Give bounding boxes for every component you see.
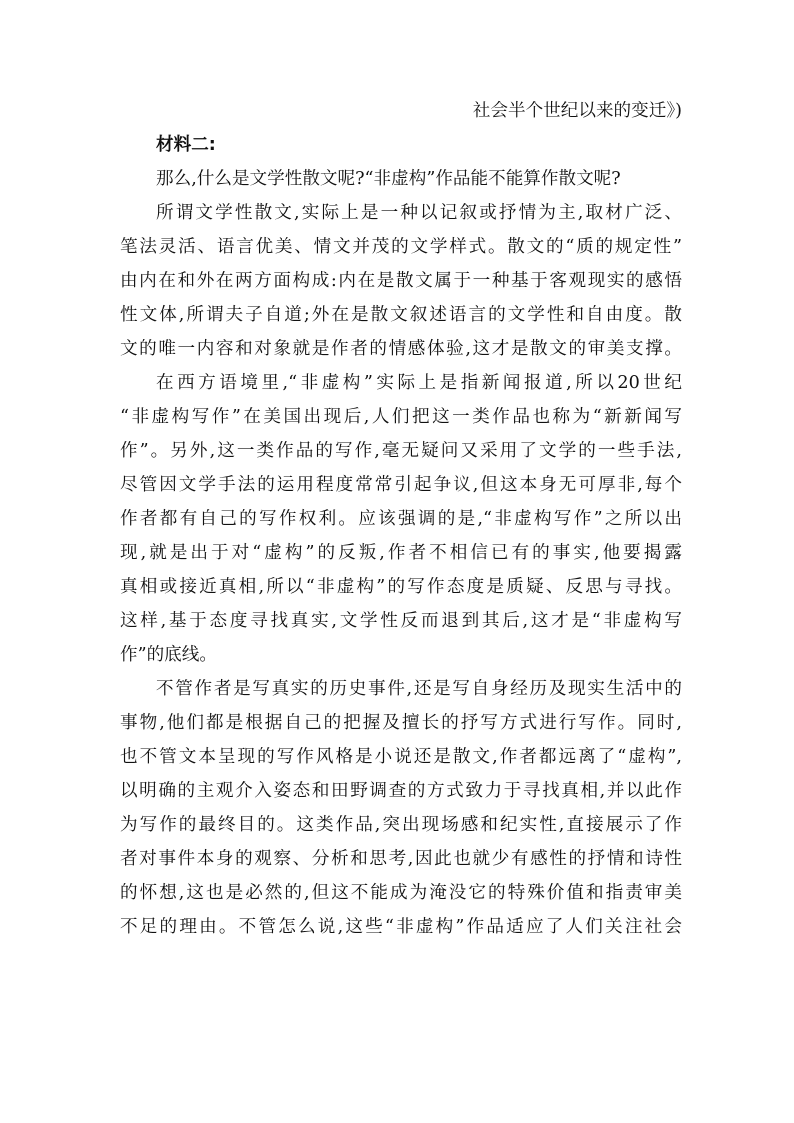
paragraph-2-line-5: 文的唯一内容和对象就是作者的情感体验,这才是散文的审美支撑。 [120, 339, 682, 359]
paragraph-4-line-2: 事物,他们都是根据自己的把握及擅长的抒写方式进行写作。同时, [120, 713, 682, 733]
paragraph-3-line-7: 真相或接近真相,所以“非虚构”的写作态度是质疑、反思与寻找。 [120, 577, 682, 597]
paragraph-4-line-6: 者对事件本身的观察、分析和思考,因此也就少有感性的抒情和诗性 [120, 849, 682, 869]
paragraph-3-line-1: 在西方语境里,“非虚构”实际上是指新闻报道,所以20世纪 [156, 373, 682, 393]
paragraph-2-line-3: 由内在和外在两方面构成:内在是散文属于一种基于客观现实的感悟 [120, 271, 682, 291]
paragraph-3-line-9: 作”的底线。 [120, 645, 217, 665]
paragraph-3-line-8: 这样,基于态度寻找真实,文学性反而退到其后,这才是“非虚构写 [120, 611, 682, 631]
paragraph-3-line-4: 尽管因文学手法的运用程度常常引起争议,但这本身无可厚非,每个 [120, 475, 682, 495]
paragraph-4-line-3: 也不管文本呈现的写作风格是小说还是散文,作者都远离了“虚构”, [120, 747, 682, 767]
paragraph-1-line-1: 那么,什么是文学性散文呢?“非虚构”作品能不能算作散文呢? [156, 169, 621, 189]
paragraph-2-line-2: 笔法灵活、语言优美、情文并茂的文学样式。散文的“质的规定性” [120, 237, 682, 257]
paragraph-3-line-5: 作者都有自己的写作权利。应该强调的是,“非虚构写作”之所以出 [120, 509, 682, 529]
paragraph-3-line-6: 现,就是出于对“虚构”的反叛,作者不相信已有的事实,他要揭露 [120, 543, 682, 563]
paragraph-4-line-5: 为写作的最终目的。这类作品,突出现场感和纪实性,直接展示了作 [120, 815, 682, 835]
paragraph-4-line-8: 不足的理由。不管怎么说,这些“非虚构”作品适应了人们关注社会 [120, 917, 682, 937]
paragraph-4-line-1: 不管作者是写真实的历史事件,还是写自身经历及现实生活中的 [156, 679, 682, 699]
section-heading: 材料二: [156, 135, 216, 155]
paragraph-3-line-2: “非虚构写作”在美国出现后,人们把这一类作品也称为“新新闻写 [120, 407, 682, 427]
paragraph-2-line-4: 性文体,所谓夫子自道;外在是散文叙述语言的文学性和自由度。散 [120, 305, 682, 325]
paragraph-2-line-1: 所谓文学性散文,实际上是一种以记叙或抒情为主,取材广泛、 [156, 203, 682, 223]
paragraph-4-line-4: 以明确的主观介入姿态和田野调查的方式致力于寻找真相,并以此作 [120, 781, 682, 801]
paragraph-4-line-7: 的怀想,这也是必然的,但这不能成为淹没它的特殊价值和指责审美 [120, 883, 682, 903]
paragraph-3-line-3: 作”。另外,这一类作品的写作,毫无疑问又采用了文学的一些手法, [120, 441, 682, 461]
continuation-line: 社会半个世纪以来的变迁》) [472, 101, 682, 121]
